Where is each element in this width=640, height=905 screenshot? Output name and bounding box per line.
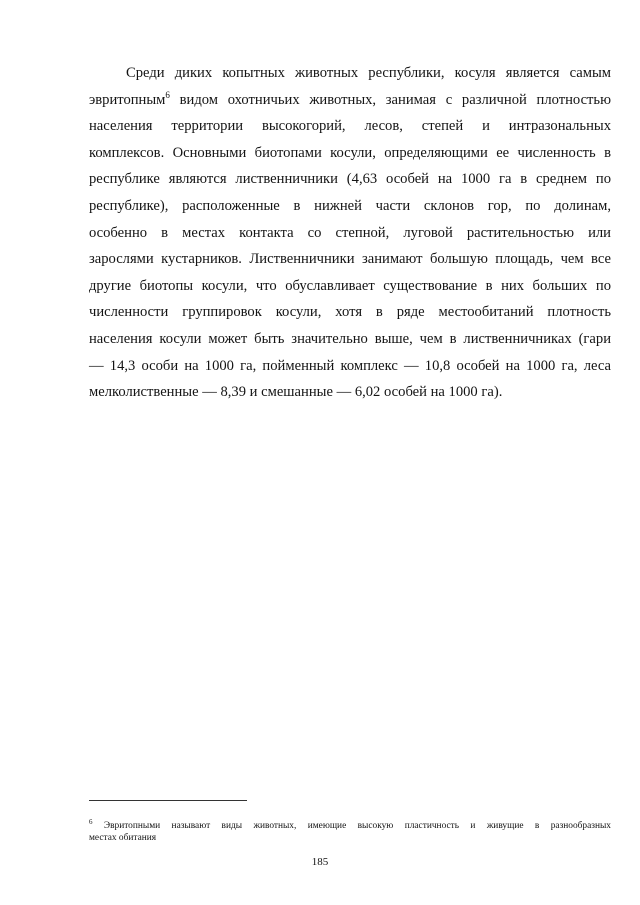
- footnote-separator: [89, 800, 247, 801]
- paragraph-line: республике), расположенные в нижней части склонов гор, по долинам,: [89, 197, 611, 214]
- footnote: [89, 817, 611, 844]
- main-paragraph: [89, 60, 611, 406]
- paragraph-line: комплексов. Основными биотопами косули, определяющими ее численность в: [89, 144, 611, 161]
- footnote-line: местах обитания: [89, 833, 157, 843]
- footnote-text: Эвритопными называют виды животных, имеющие высокую пластичность и живущие в разнообразных: [92, 821, 611, 831]
- paragraph-line: Среди диких копытных животных республики, косуля является самым: [126, 65, 611, 81]
- paragraph-line: населения косули может быть значительно выше, чем в лиственничниках (гари: [89, 330, 611, 347]
- footnote-reference[interactable]: 6: [165, 89, 170, 100]
- paragraph-line: республике являются лиственничники (4,63 особей на 1000 га в среднем по: [89, 171, 611, 188]
- paragraph-line-start: эвритопным: [89, 91, 166, 108]
- paragraph-line: особенно в местах контакта со степной, луговой растительностью или: [89, 224, 611, 241]
- paragraph-line-end: видом охотничьих животных, занимая с различной плотностью: [169, 91, 611, 108]
- page-number: 185: [311, 856, 329, 868]
- paragraph-line: [89, 87, 611, 114]
- paragraph-line: численности группировок косули, хотя в ряде местообитаний плотность: [89, 304, 611, 321]
- paragraph-line: — 14,3 особи на 1000 га, пойменный комплекс — 10,8 особей на 1000 га, леса: [89, 357, 611, 374]
- footnote-mark: 6: [89, 817, 93, 826]
- paragraph-line: зарослями кустарников. Лиственничники занимают большую площадь, чем все: [89, 251, 611, 268]
- paragraph-line: другие биотопы косули, что обуславливает существование в них больших по: [89, 277, 611, 294]
- paragraph-line: населения территории высокогорий, лесов, степей и интразональных: [89, 118, 611, 135]
- footnote-line: [89, 817, 611, 832]
- paragraph-line: мелколиственные — 8,39 и смешанные — 6,02 особей на 1000 га).: [89, 384, 503, 401]
